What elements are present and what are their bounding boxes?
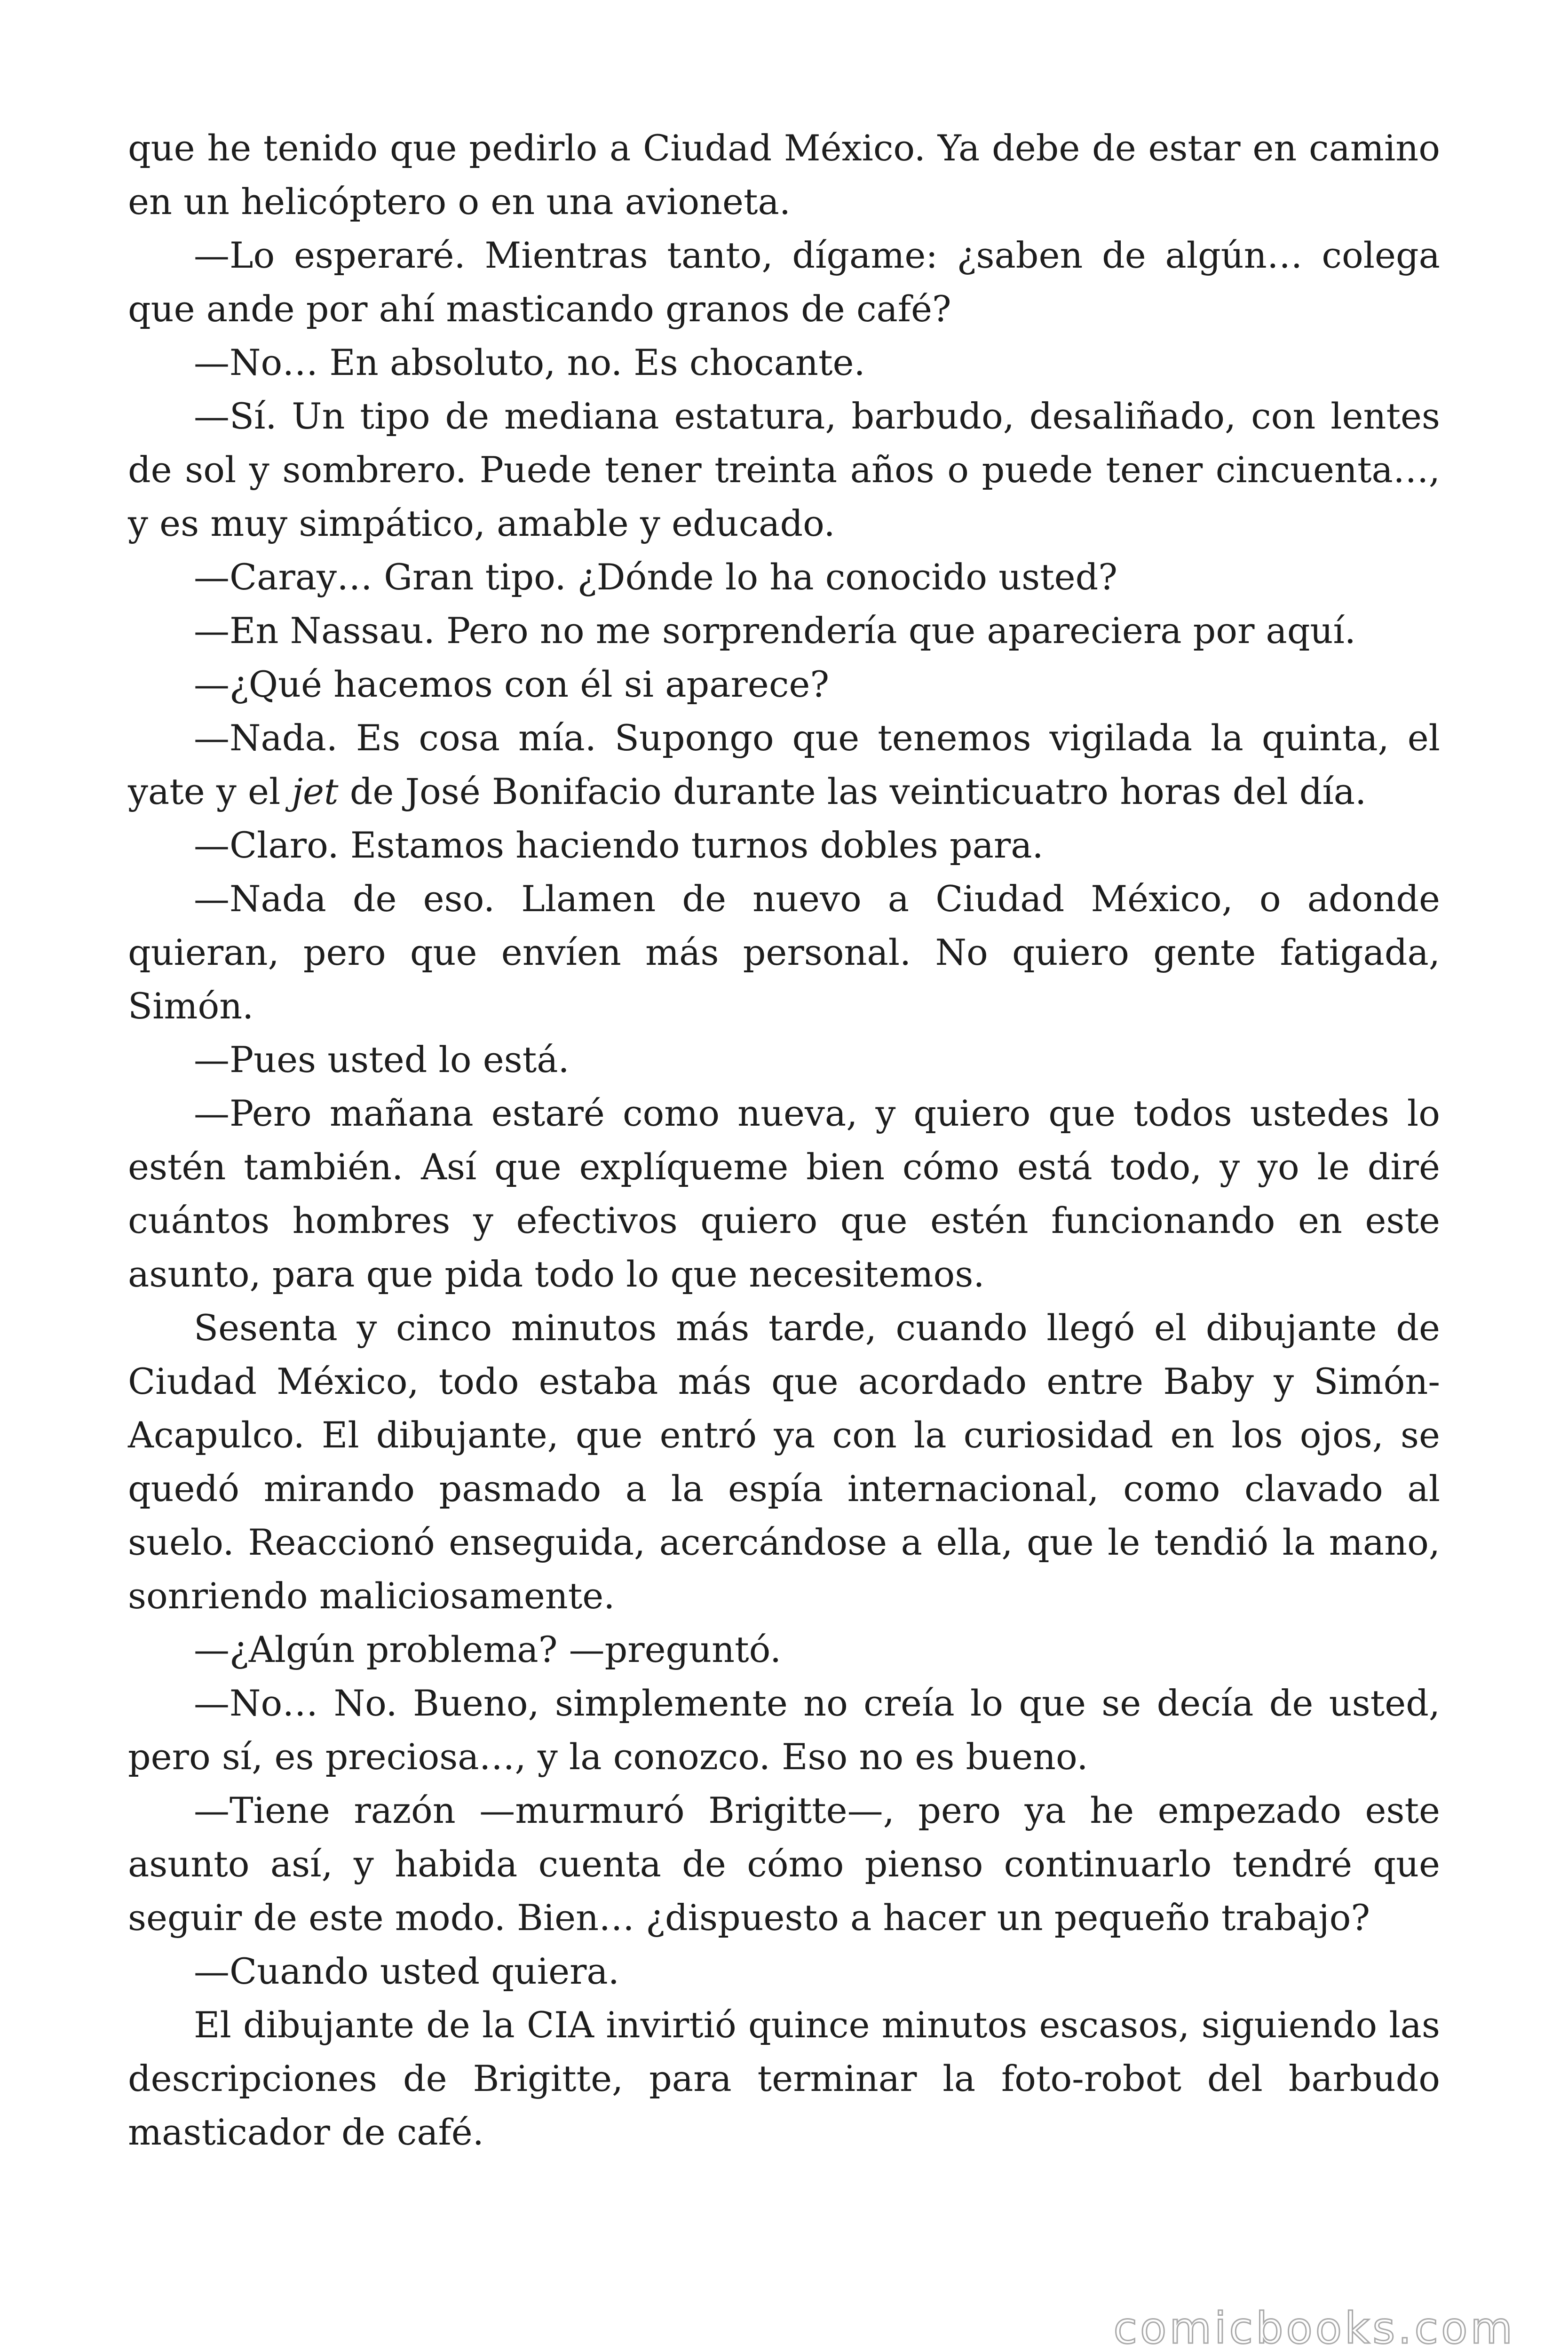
paragraph (128, 711, 1440, 818)
paragraph: —Claro. Estamos haciendo turnos dobles para. (194, 824, 1044, 866)
paragraph: —No… En absoluto, no. Es chocante. (194, 342, 865, 383)
paragraph: —Pues usted lo está. (194, 1039, 570, 1081)
paragraph: —No… No. Bueno, simplemente no creía lo que se decía de usted, pero sí, es preciosa…, y la conozco. Eso no es bueno. (128, 1682, 1440, 1778)
paragraph: El dibujante de la CIA invirtió quince minutos escasos, siguiendo las descripciones de Brigitte, para terminar la foto-robot del barbudo masticador de café. (128, 2004, 1440, 2153)
paragraph: —Nada de eso. Llamen de nuevo a Ciudad México, o adonde quieran, pero que envíen más personal. No quiero gente fatigada, Simón. (128, 878, 1440, 1027)
paragraph: —En Nassau. Pero no me sorprendería que apareciera por aquí. (194, 610, 1356, 652)
paragraph: —¿Qué hacemos con él si aparece? (194, 663, 830, 705)
paragraph: —Pero mañana estaré como nueva, y quiero que todos ustedes lo estén también. Así que explíqueme bien cómo está todo, y yo le diré cuántos hombres y efectivos quiero que estén funcionando en este asunto, para que pida todo lo que necesitemos. (128, 1092, 1440, 1295)
body-text (128, 121, 1440, 2159)
book-page (128, 121, 1440, 2238)
paragraph: —Caray… Gran tipo. ¿Dónde lo ha conocido usted? (194, 556, 1118, 598)
paragraph: que he tenido que pedirlo a Ciudad México. Ya debe de estar en camino en un helicóptero o en una avioneta. (128, 127, 1440, 222)
watermark: comicbooks.com (1113, 2303, 1515, 2352)
paragraph: —¿Algún problema? —preguntó. (194, 1629, 782, 1670)
paragraph-text: de José Bonifacio durante las veinticuatro horas del día. (338, 771, 1367, 812)
paragraph: —Cuando usted quiera. (194, 1950, 619, 1992)
paragraph: Sesenta y cinco minutos más tarde, cuando llegó el dibujante de Ciudad México, todo estaba más que acordado entre Baby y Simón-Acapulco. El dibujante, que entró ya con la curiosidad en los ojos, se quedó mirando pasmado a la espía internacional, como clavado al suelo. Reaccionó enseguida, acercándose a ella, que le tendió la mano, sonriendo maliciosamente. (128, 1307, 1440, 1617)
paragraph-text: —Nada. Es cosa mía. Supongo que tenemos vigilada la quinta, el yate y el (128, 717, 1440, 812)
italic-word: jet (292, 771, 339, 812)
paragraph: —Sí. Un tipo de mediana estatura, barbudo, desaliñado, con lentes de sol y sombrero. Puede tener treinta años o puede tener cincuenta…, y es muy simpático, amable y educado. (128, 395, 1440, 544)
paragraph: —Tiene razón —murmuró Brigitte—, pero ya he empezado este asunto así, y habida cuenta de cómo pienso continuarlo tendré que seguir de este modo. Bien… ¿dispuesto a hacer un pequeño trabajo? (128, 1789, 1440, 1939)
paragraph: —Lo esperaré. Mientras tanto, dígame: ¿saben de algún… colega que ande por ahí masticando granos de café? (128, 234, 1440, 330)
